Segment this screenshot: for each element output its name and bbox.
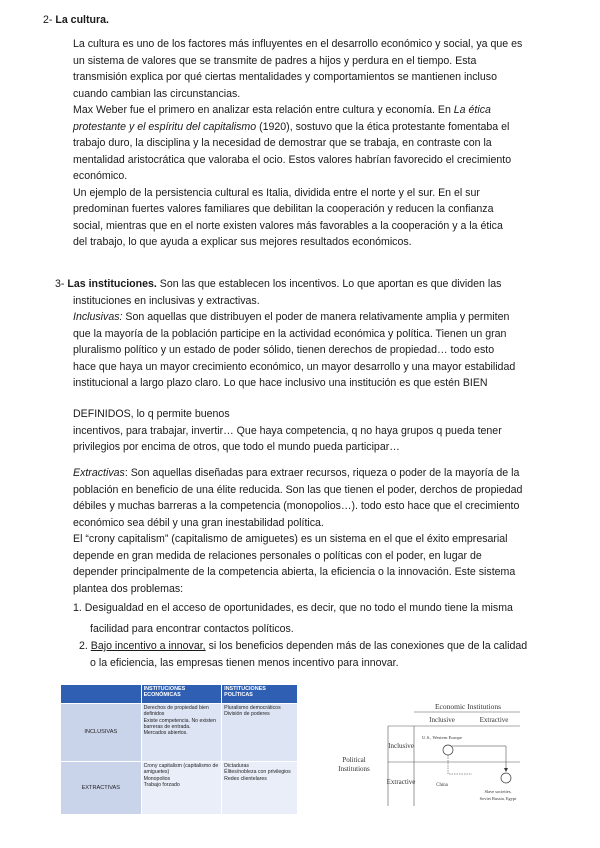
text-line: cuando cambian las circunstancias. bbox=[73, 87, 241, 100]
text-line: incentivos, para trabajar, invertir… Que haya competencia, q no haya grupos q pueda tener bbox=[73, 424, 502, 437]
list-item bbox=[73, 638, 559, 655]
institutions-diagram bbox=[330, 698, 520, 808]
text-line: pluralismo político y un estado de poder sólido, tienen derechos de propiedad… todo esto bbox=[73, 344, 495, 356]
book-title: La ética bbox=[453, 104, 491, 116]
loop-circle bbox=[443, 745, 453, 755]
table-cell bbox=[141, 762, 222, 815]
table-cell bbox=[222, 704, 298, 762]
text-line: Un ejemplo de la persistencia cultural es Italia, dividida entre el norte y el sur. En el sur bbox=[73, 186, 480, 199]
text-line bbox=[73, 465, 555, 482]
text-run: : Son aquellas diseñadas para extraer recursos, riqueza o poder de la mayoría de la bbox=[124, 467, 520, 479]
text-line: social, mientras que en el norte existen valores más favorables a la cooperación y a la ética bbox=[73, 219, 503, 232]
text-line: instituciones en inclusivas y extractivas. bbox=[73, 294, 260, 307]
text-line bbox=[55, 276, 555, 293]
row-label: Inclusive bbox=[388, 742, 414, 750]
section-2-number: 2- bbox=[43, 14, 56, 26]
cell-line: Mercados abiertos. bbox=[143, 730, 188, 737]
table-header: INSTITUCIONES POLÍTICAS bbox=[222, 685, 298, 704]
table-cell bbox=[222, 762, 298, 815]
row-label: Extractive bbox=[386, 778, 416, 786]
text-line: un sistema de valores que se transmite de padres a hijos y perdura en el tiempo. Esta bbox=[73, 54, 477, 67]
section-3-title: Las instituciones. bbox=[67, 278, 157, 290]
text-line: económico. bbox=[73, 170, 128, 182]
text-line: débiles y muchas barreras a la competencia (monopolios…). todo esto hace que el crecimiento bbox=[73, 500, 520, 512]
list-item: 1. Desigualdad en el acceso de oportunidades, es decir, que no todo el mundo tiene la misma bbox=[73, 602, 513, 614]
text-run: 2. bbox=[79, 640, 91, 652]
cell-line: Derechos de propiedad bien definidos bbox=[143, 705, 209, 718]
text-run: si los beneficios dependen más de las conexiones que de la calidad bbox=[205, 640, 528, 652]
text-line: DEFINIDOS, lo q permite buenos bbox=[73, 408, 230, 420]
text-run: (1920), sostuvo que la ética protestante fomentaba el bbox=[256, 120, 510, 133]
extractive-block bbox=[73, 465, 555, 597]
cell-label: Slave societies, bbox=[484, 789, 512, 794]
problem-list bbox=[73, 600, 559, 671]
cell-line: Redes clientelares bbox=[224, 775, 267, 782]
defined-block bbox=[73, 406, 555, 456]
cell-line: Dictaduras bbox=[224, 763, 249, 769]
text-line: institucional a largo plazo claro. Lo que hace inclusivo una institución es que estén BIEN bbox=[73, 377, 488, 389]
table-row-label: EXTRACTIVAS bbox=[61, 762, 142, 815]
text-line: depende en gran medida de relaciones personales o políticas con el poder, en lugar de bbox=[73, 549, 482, 562]
table-cell bbox=[141, 704, 222, 762]
cell-label: U.S., Western Europe bbox=[422, 735, 462, 740]
cell-line: Trabajo forzado bbox=[143, 781, 180, 788]
text-run: Son aquellas que distribuyen el poder de manera relativamente amplia y permiten bbox=[122, 311, 510, 323]
section-2-title: La cultura. bbox=[55, 14, 109, 26]
text-line bbox=[73, 119, 551, 136]
arrowhead bbox=[504, 768, 508, 772]
section-3-intro bbox=[55, 276, 555, 309]
column-label: Extractive bbox=[479, 716, 509, 724]
section-3-number: 3- bbox=[55, 278, 68, 290]
text-line: El “crony capitalism” (capitalismo de amiguetes) es un sistema en el que el éxito empresarial bbox=[73, 533, 508, 545]
arrow bbox=[452, 746, 506, 770]
extractive-label: Extractivas bbox=[73, 467, 125, 479]
inclusive-label: Inclusivas: bbox=[73, 311, 123, 323]
institutions-table bbox=[60, 684, 298, 815]
text-line: depender principalmente de la competencia abierta, la eficiencia o la innovación. Este sistema bbox=[73, 566, 516, 578]
text-run: Max Weber fue el primero en analizar esta relación entre cultura y economía. En bbox=[73, 104, 454, 116]
cell-line: Crony capitalism (capitalismo de amiguetes) bbox=[143, 763, 219, 776]
inclusive-block bbox=[73, 309, 555, 392]
text-line: económico sea débil y una gran inestabilidad política. bbox=[73, 516, 324, 529]
book-title: protestante y el espíritu del capitalismo bbox=[73, 120, 257, 133]
cell-line: Pluralismo democráticos bbox=[224, 705, 281, 711]
diagram-title: Economic Institutions bbox=[434, 702, 502, 711]
text-line: trabajo duro, la disciplina y la necesidad de demostrar que se trabaja, en contraste con la bbox=[73, 137, 492, 149]
section-2-heading bbox=[43, 12, 109, 28]
text-line: población en beneficio de una élite reducida. Son las que tienen el poder, derchos de propiedad bbox=[73, 483, 523, 496]
cell-line: División de poderes bbox=[224, 711, 270, 718]
dashed-arrow bbox=[448, 755, 472, 774]
underlined-phrase: Bajo incentivo a innovar, bbox=[90, 640, 206, 652]
cell-label: Soviet Russia, Egypt bbox=[479, 796, 517, 801]
table-corner bbox=[61, 685, 142, 704]
table-header: INSTITUCIONES ECONÓMICAS bbox=[141, 685, 222, 704]
text-line: que la mayoría de la población participe en la actividad económica y política. Tienen un gran bbox=[73, 327, 507, 340]
text-line: plantea dos problemas: bbox=[73, 582, 184, 595]
cell-line: Existe competencia. No existen barreras de entrada. bbox=[143, 717, 216, 730]
cell-line: Élites/nobleza con privilegios bbox=[224, 769, 291, 776]
cell-label: China bbox=[436, 783, 448, 788]
text-run: Son las que establecen los incentivos. Lo que aportan es que dividen las bbox=[156, 278, 502, 290]
row-group-label: Institutions bbox=[338, 765, 370, 773]
column-label: Inclusive bbox=[429, 716, 455, 724]
section-2-body bbox=[73, 36, 551, 251]
row-group-label: Political bbox=[342, 756, 366, 764]
text-line: del trabajo, lo que ayuda a explicar sus mejores resultados económicos. bbox=[73, 236, 412, 248]
text-line: privilegios por encima de otros, que todo el mundo pueda participar… bbox=[73, 441, 400, 453]
text-line: transmisión explica por qué ciertas mentalidades y comportamientos se mantienen incluso bbox=[73, 71, 497, 83]
table-row-label: INCLUSIVAS bbox=[61, 704, 142, 762]
list-item-cont: facilidad para encontrar contactos políticos. bbox=[90, 622, 294, 635]
text-line bbox=[73, 102, 551, 119]
loop-circle bbox=[501, 773, 511, 783]
list-item-cont: o la eficiencia, las empresas tienen menos incentivo para innovar. bbox=[90, 656, 399, 669]
text-line: La cultura es uno de los factores más influyentes en el desarrollo económico y social, ya que es bbox=[73, 38, 523, 50]
cell-line: Monopolios bbox=[143, 775, 171, 782]
text-line bbox=[73, 309, 555, 326]
text-line: mentalidad aristocrática que valoraba el ocio. Estos valores habrían favorecido el crecimiento bbox=[73, 153, 512, 166]
text-line: predominan fuertes valores familiares que debilitan la cooperación y reducen la confianza bbox=[73, 203, 494, 215]
text-line: hace que haya un mayor crecimiento económico, un mayor desarrollo y una mayor estabilidad bbox=[73, 360, 516, 373]
